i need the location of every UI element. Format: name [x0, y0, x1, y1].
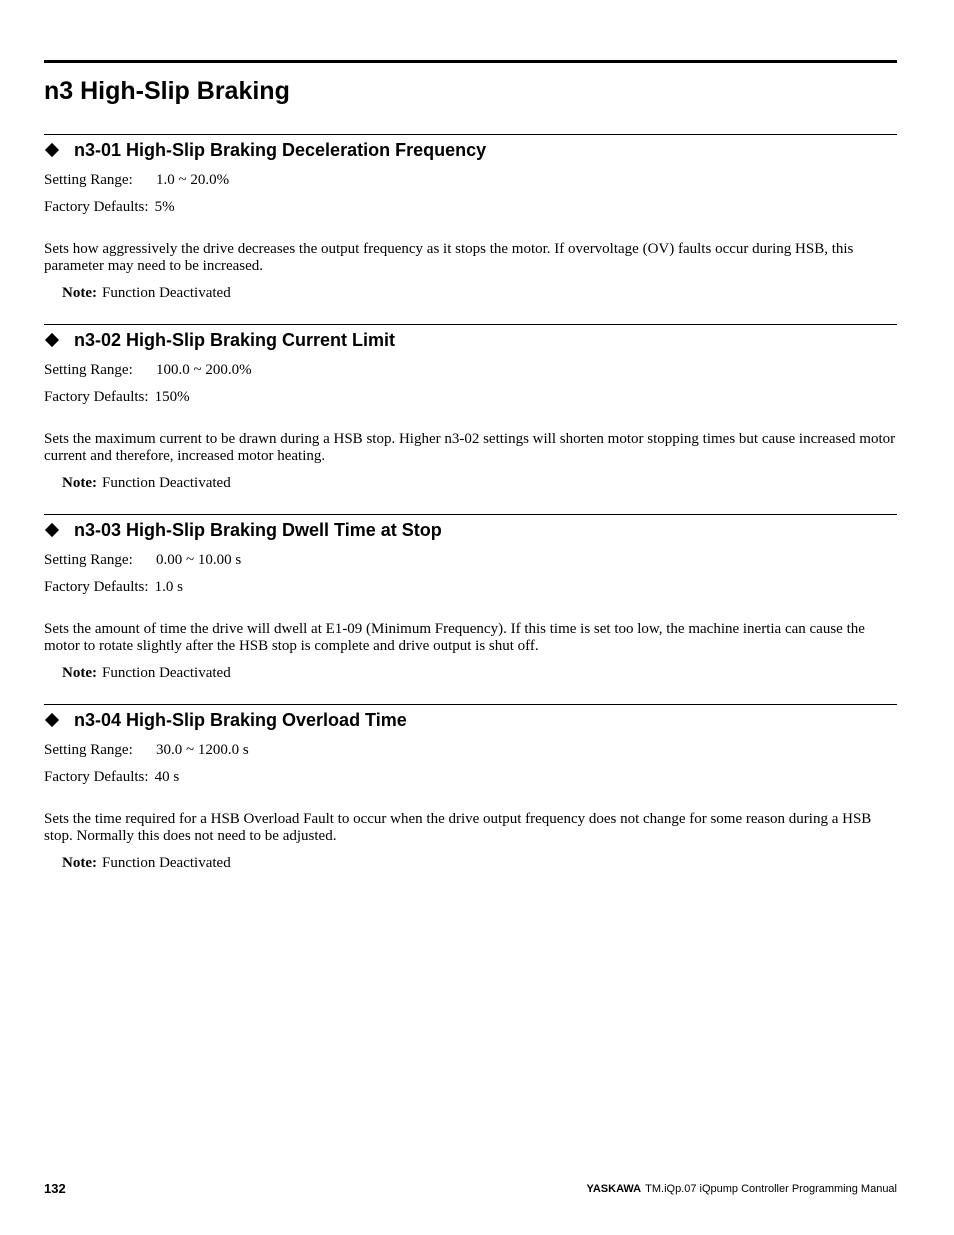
setting-range-value: 100.0 ~ 200.0%	[156, 362, 252, 378]
factory-defaults-value: 40 s	[154, 769, 180, 785]
section-heading-text: n3-03 High-Slip Braking Dwell Time at Stop	[74, 519, 442, 540]
diamond-bullet-icon	[45, 523, 59, 537]
section-heading-text: n3-04 High-Slip Braking Overload Time	[74, 709, 407, 730]
note-text: Function Deactivated	[101, 285, 231, 301]
factory-defaults-value: 5%	[154, 199, 175, 215]
brand-name: YASKAWA	[586, 1183, 642, 1195]
section-divider	[44, 324, 897, 325]
factory-defaults-row	[44, 198, 897, 216]
factory-defaults-value: 150%	[154, 389, 190, 405]
section-divider	[44, 134, 897, 135]
parameter-section-n3-04	[44, 704, 897, 872]
diamond-bullet-icon	[45, 713, 59, 727]
note-label: Note:	[62, 855, 97, 871]
diamond-bullet-icon	[45, 333, 59, 347]
parameter-section-n3-01	[44, 134, 897, 302]
parameter-description: Sets the maximum current to be drawn during a HSB stop. Higher n3-02 settings will shorten motor stopping times but cause increased motor current and therefore, increased motor heating.	[44, 431, 896, 464]
factory-defaults-label: Factory Defaults:	[44, 389, 149, 405]
diamond-bullet-icon	[45, 143, 59, 157]
factory-defaults-row	[44, 388, 897, 406]
parameter-description: Sets how aggressively the drive decreases the output frequency as it stops the motor. If overvoltage (OV) faults occur during HSB, this parameter may need to be increased.	[44, 241, 854, 274]
note-text: Function Deactivated	[101, 475, 231, 491]
section-heading	[44, 519, 897, 541]
setting-range-label: Setting Range:	[44, 552, 133, 568]
parameter-section-n3-02	[44, 324, 897, 492]
note-label: Note:	[62, 665, 97, 681]
factory-defaults-row	[44, 768, 897, 786]
parameter-description: Sets the amount of time the drive will dwell at E1-09 (Minimum Frequency). If this time is set too low, the machine inertia can cause the motor to rotate slightly after the HSB stop is complete and drive output is shut off.	[44, 621, 865, 654]
section-heading-text: n3-02 High-Slip Braking Current Limit	[74, 329, 396, 350]
setting-range-value: 1.0 ~ 20.0%	[156, 172, 230, 188]
parameter-section-n3-03	[44, 514, 897, 682]
section-heading	[44, 329, 897, 351]
factory-defaults-label: Factory Defaults:	[44, 579, 149, 595]
setting-range-row	[44, 551, 897, 569]
parameter-note	[62, 664, 897, 682]
note-text: Function Deactivated	[101, 855, 231, 871]
factory-defaults-label: Factory Defaults:	[44, 769, 149, 785]
setting-range-row	[44, 741, 897, 759]
factory-defaults-value: 1.0 s	[154, 579, 183, 595]
section-divider	[44, 704, 897, 705]
page-number: 132	[44, 1181, 66, 1196]
section-heading-text: n3-01 High-Slip Braking Deceleration Frequency	[74, 139, 487, 160]
note-text: Function Deactivated	[101, 665, 231, 681]
setting-range-label: Setting Range:	[44, 172, 133, 188]
setting-range-value: 0.00 ~ 10.00 s	[156, 552, 242, 568]
page-title: n3 High-Slip Braking	[44, 77, 290, 105]
parameter-description: Sets the time required for a HSB Overload Fault to occur when the drive output frequency does not change for some reason during a HSB stop. Normally this does not need to be adjusted.	[44, 811, 872, 844]
setting-range-row	[44, 171, 897, 189]
top-rule	[44, 60, 897, 63]
setting-range-row	[44, 361, 897, 379]
footer-manual-title	[587, 1183, 897, 1195]
section-heading	[44, 139, 897, 161]
section-heading	[44, 709, 897, 731]
parameter-note	[62, 474, 897, 492]
setting-range-value: 30.0 ~ 1200.0 s	[156, 742, 249, 758]
parameter-note	[62, 854, 897, 872]
setting-range-label: Setting Range:	[44, 742, 133, 758]
parameter-note	[62, 284, 897, 302]
note-label: Note:	[62, 285, 97, 301]
section-divider	[44, 514, 897, 515]
note-label: Note:	[62, 475, 97, 491]
factory-defaults-label: Factory Defaults:	[44, 199, 149, 215]
manual-name: TM.iQp.07 iQpump Controller Programming Manual	[645, 1183, 897, 1195]
setting-range-label: Setting Range:	[44, 362, 133, 378]
factory-defaults-row	[44, 578, 897, 596]
